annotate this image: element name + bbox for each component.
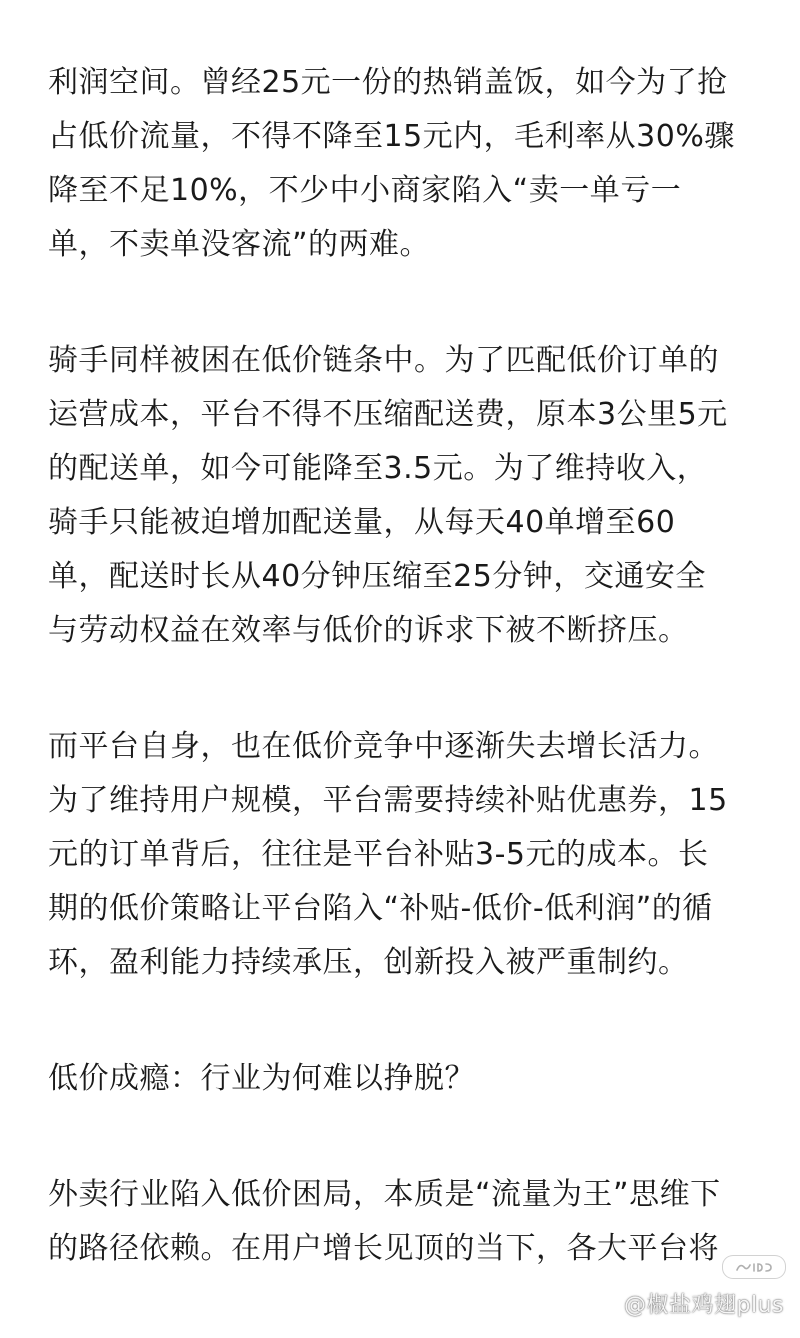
text-line: 元的订单背后，往往是平台补贴3-5元的成本。长: [48, 837, 709, 872]
text-line: 外卖行业陷入低价困局，本质是“流量为王”思维下: [48, 1177, 721, 1212]
text-line: 为了维持用户规模，平台需要持续补贴优惠券，15: [48, 783, 728, 818]
paragraph-3: [48, 720, 764, 990]
paragraph-2: [48, 334, 764, 658]
paragraph-1: [48, 56, 764, 272]
text-line: 的配送单，如今可能降至3.5元。为了维持收入，: [48, 451, 708, 486]
article-body: [48, 56, 764, 1338]
text-line: 运营成本，平台不得不压缩配送费，原本3公里5元: [48, 397, 728, 432]
text-line: 利润空间。曾经25元一份的热销盖饭，如今为了抢: [48, 65, 728, 100]
text-line: 单，不卖单没客流”的两难。: [48, 227, 431, 262]
text-line: 占低价流量，不得不降至15元内，毛利率从30%骤: [48, 119, 735, 154]
text-line: 骑手只能被迫增加配送量，从每天40单增至60: [48, 505, 676, 540]
text-line: 单，配送时长从40分钟压缩至25分钟，交通安全: [48, 559, 706, 594]
text-line: 而平台自身，也在低价竞争中逐渐失去增长活力。: [48, 729, 719, 764]
text-line: 期的低价策略让平台陷入“补贴-低价-低利润”的循: [48, 891, 713, 926]
text-line: 骑手同样被困在低价链条中。为了匹配低价订单的: [48, 343, 719, 378]
text-line: 的路径依赖。在用户增长见顶的当下，各大平台将: [48, 1231, 719, 1266]
text-line: 环，盈利能力持续承压，创新投入被严重制约。: [48, 945, 689, 980]
section-heading: 低价成瘾：行业为何难以挣脱？: [48, 1061, 475, 1096]
weibo-logo-icon: [722, 1255, 786, 1279]
watermark-text: @椒盐鸡翅plus: [624, 1293, 784, 1318]
text-line: 与劳动权益在效率与低价的诉求下被不断挤压。: [48, 613, 689, 648]
text-line: 降至不足10%，不少中小商家陷入“卖一单亏一: [48, 173, 682, 208]
paragraph-4: [48, 1168, 764, 1276]
